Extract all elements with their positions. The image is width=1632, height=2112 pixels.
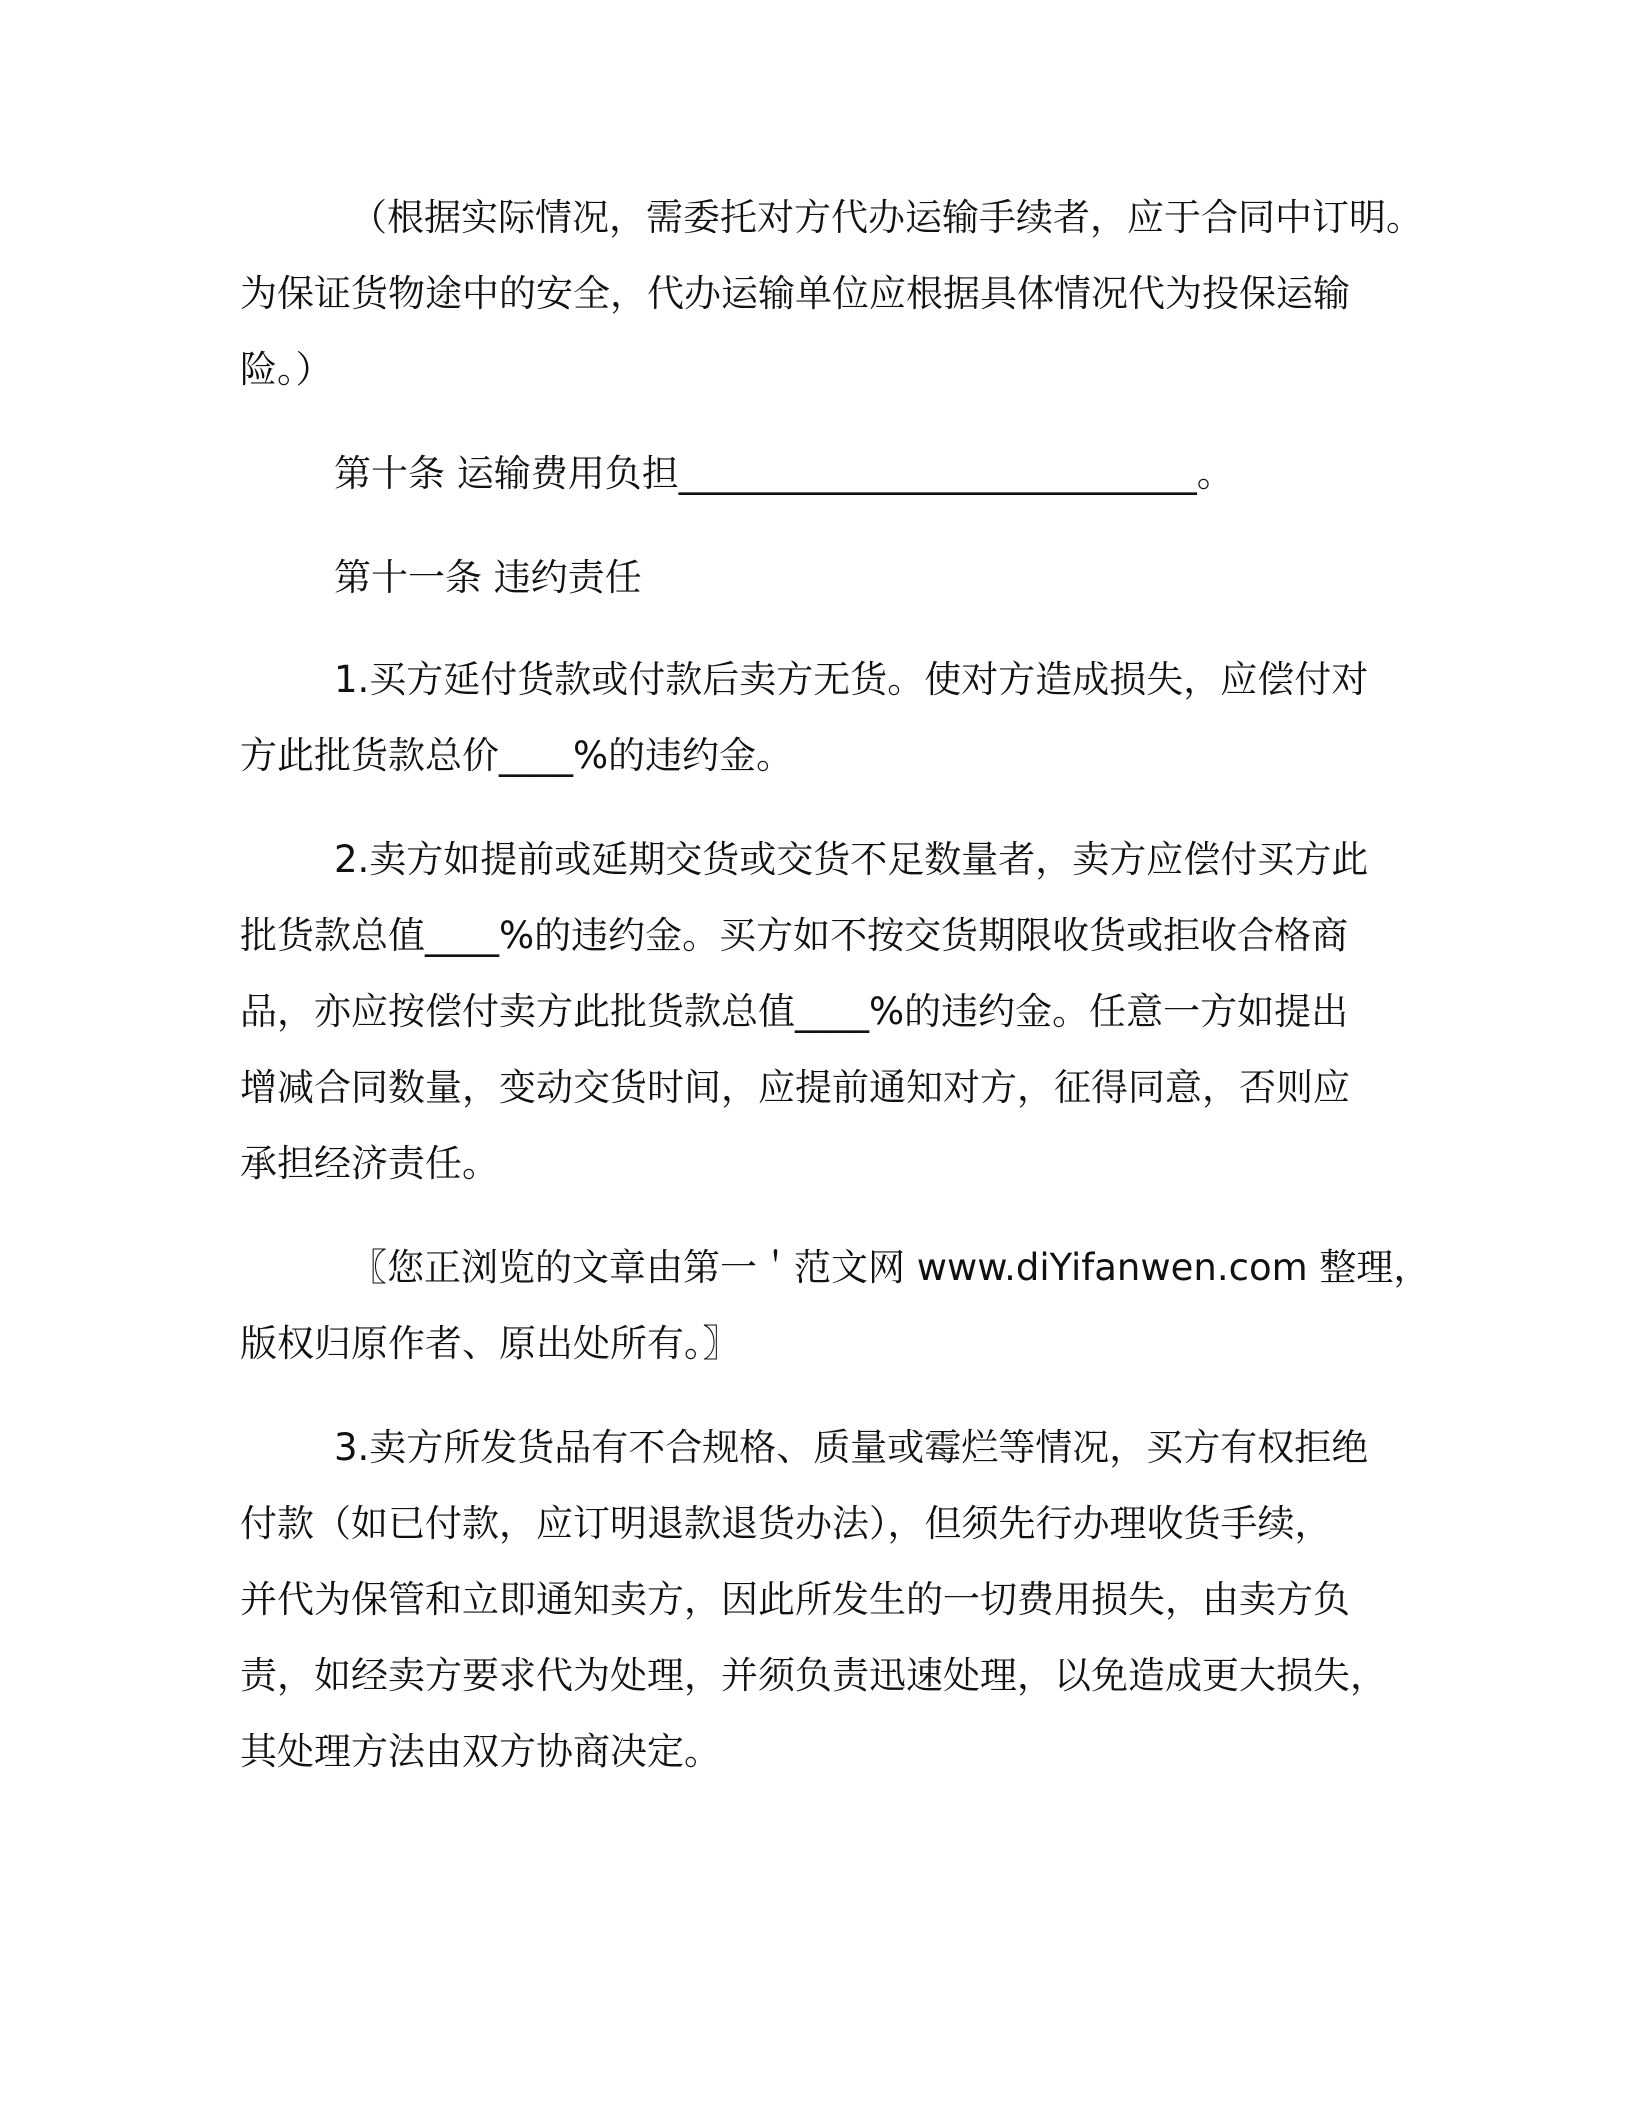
item-3-line-3: 并代为保管和立即通知卖方，因此所发生的一切费用损失，由卖方负 [240, 1578, 1350, 1621]
item-2-line-1: 2.卖方如提前或延期交货或交货不足数量者，卖方应偿付买方此 [334, 838, 1369, 881]
item-3-line-1: 3.卖方所发货品有不合规格、质量或霉烂等情况，买方有权拒绝 [334, 1426, 1369, 1469]
item-2-line-4: 增减合同数量，变动交货时间，应提前通知对方，征得同意，否则应 [240, 1066, 1350, 1109]
item-3-line-4: 责，如经卖方要求代为处理，并须负责迅速处理，以免造成更大损失， [240, 1654, 1387, 1697]
note-line-1: （根据实际情况，需委托对方代办运输手续者，应于合同中订明。 [350, 196, 1423, 239]
item-1-line-2: 方此批货款总价____%的违约金。 [240, 734, 794, 777]
article-11-title: 第十一条 违约责任 [334, 556, 642, 599]
item-2-line-3: 品，亦应按偿付卖方此批货款总值____%的违约金。任意一方如提出 [240, 990, 1349, 1033]
item-3-line-5: 其处理方法由双方协商决定。 [240, 1730, 721, 1773]
item-2-line-5: 承担经济责任。 [240, 1142, 499, 1185]
note-line-3: 险。） [240, 348, 333, 391]
note-line-2: 为保证货物途中的安全，代办运输单位应根据具体情况代为投保运输 [240, 272, 1350, 315]
item-2-line-2: 批货款总值____%的违约金。买方如不按交货期限收货或拒收合格商 [240, 914, 1349, 957]
item-1-line-1: 1.买方延付货款或付款后卖方无货。使对方造成损失，应偿付对 [334, 658, 1369, 701]
item-3-line-2: 付款（如已付款，应订明退款退货办法），但须先行办理收货手续， [240, 1502, 1332, 1545]
source-note-line-2: 版权归原作者、原出处所有。〗 [240, 1322, 740, 1365]
source-note-line-1: 〖您正浏览的文章由第一＇范文网 www.diYifanwen.com 整理， [350, 1246, 1431, 1289]
article-10-transport-cost: 第十条 运输费用负担____________________________。 [334, 452, 1234, 495]
